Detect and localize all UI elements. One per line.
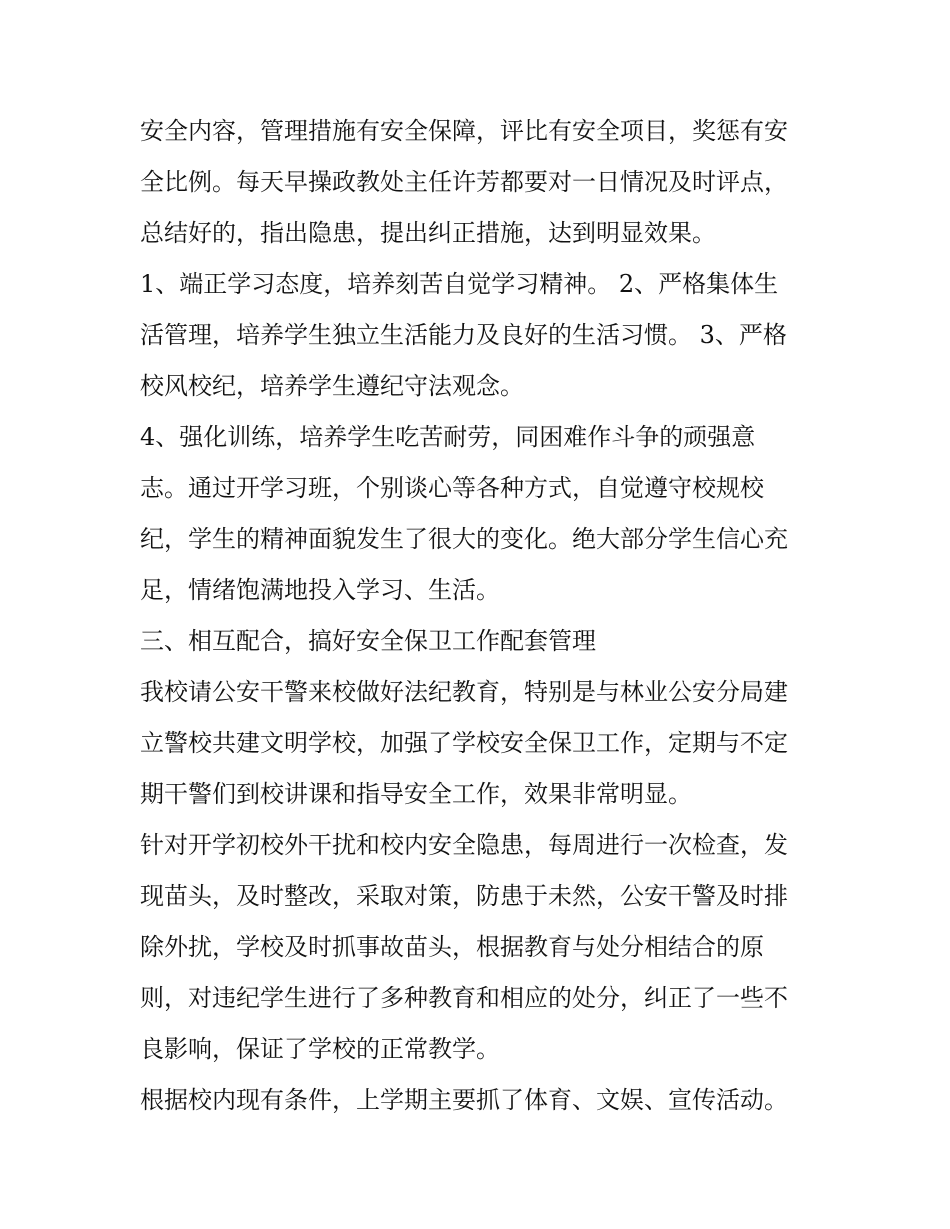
text-line-16: 现苗头，及时整改，采取对策，防患于未然，公安干警及时排 xyxy=(140,882,788,910)
text-line-13: 立警校共建文明学校，加强了学校安全保卫工作，定期与不定 xyxy=(140,729,788,757)
text-line-17: 除外扰，学校及时抓事故苗头，根据教育与处分相结合的原 xyxy=(140,933,764,961)
text-line-7: 4、强化训练，培养学生吃苦耐劳，同困难作斗争的顽强意 xyxy=(140,423,756,451)
text-line-14: 期干警们到校讲课和指导安全工作，效果非常明显。 xyxy=(140,780,692,808)
text-line-18: 则，对违纪学生进行了多种教育和相应的处分，纠正了一些不 xyxy=(140,984,788,1012)
text-line-5: 活管理，培养学生独立生活能力及良好的生活习惯。 3、严格 xyxy=(140,321,787,349)
text-line-12: 我校请公安干警来校做好法纪教育，特别是与林业公安分局建 xyxy=(140,678,788,706)
text-line-1: 安全内容，管理措施有安全保障，评比有安全项目，奖惩有安 xyxy=(140,117,788,145)
text-line-19: 良影响，保证了学校的正常教学。 xyxy=(140,1035,500,1063)
text-line-4: 1、端正学习态度，培养刻苦自觉学习精神。 2、严格集体生 xyxy=(140,270,779,298)
text-line-15: 针对开学初校外干扰和校内安全隐患，每周进行一次检查，发 xyxy=(140,831,788,859)
document-body xyxy=(140,106,820,1126)
text-line-6: 校风校纪，培养学生遵纪守法观念。 xyxy=(140,372,524,400)
text-line-20: 根据校内现有条件，上学期主要抓了体育、文娱、宣传活动。 xyxy=(140,1086,788,1114)
text-line-10: 足，情绪饱满地投入学习、生活。 xyxy=(140,576,500,604)
text-line-9: 纪，学生的精神面貌发生了很大的变化。绝大部分学生信心充 xyxy=(140,525,788,553)
text-line-3: 总结好的，指出隐患，提出纠正措施，达到明显效果。 xyxy=(140,219,716,247)
text-line-2: 全比例。每天早操政教处主任许芳都要对一日情况及时评点， xyxy=(140,168,788,196)
section-heading: 三、相互配合，搞好安全保卫工作配套管理 xyxy=(140,627,596,655)
text-line-8: 志。通过开学习班，个别谈心等各种方式，自觉遵守校规校 xyxy=(140,474,764,502)
